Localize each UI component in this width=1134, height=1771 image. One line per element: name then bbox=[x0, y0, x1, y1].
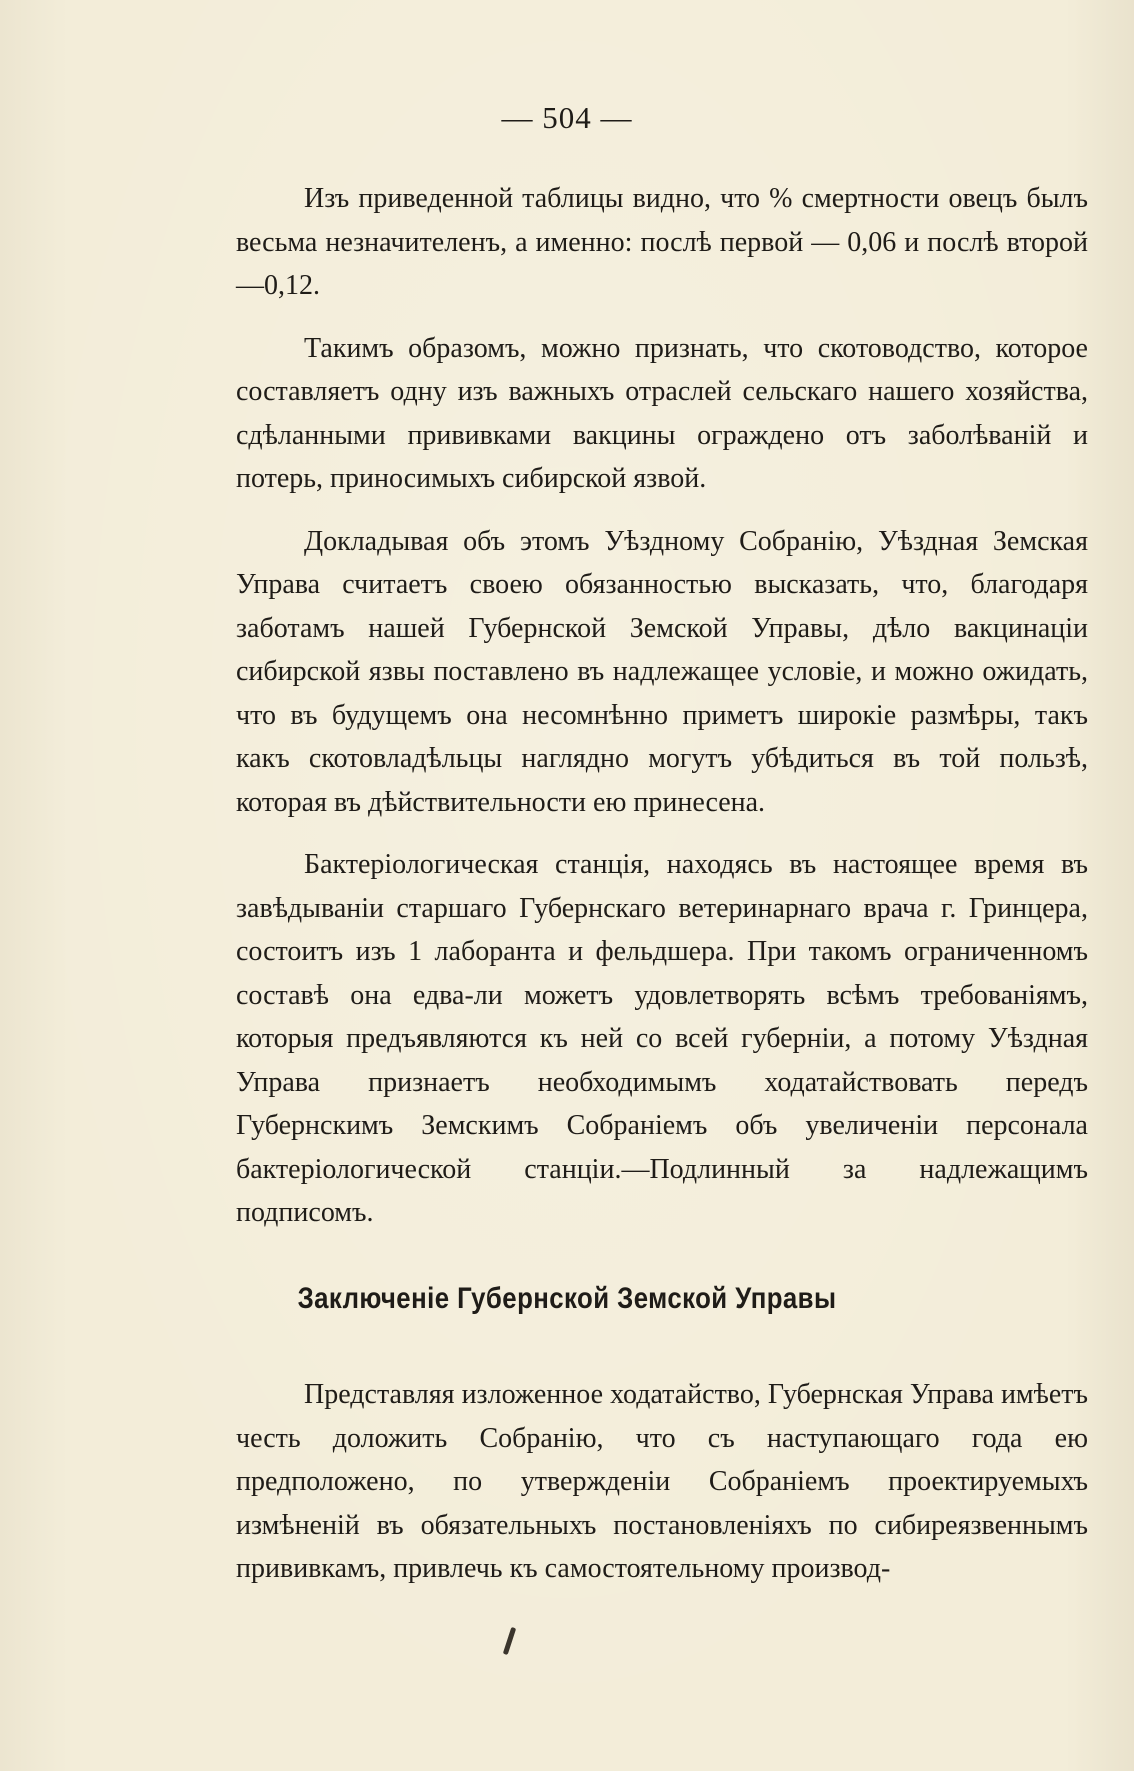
main-text-bottom bbox=[236, 1373, 1088, 1610]
paragraph-conclusion: Представляя изложенное ходатайство, Губернская Управа имѣетъ честь доложить Собранію, что съ наступающаго года ею предположено, по утвержденіи Собраніемъ проектируемыхъ измѣненій въ обязательныхъ постановленіяхъ по сибиреязвеннымъ прививкамъ, привлечь къ самостоятельному производ- bbox=[236, 1379, 1088, 1584]
paragraph-station: Бактеріологическая станція, находясь въ настоящее время въ завѣдываніи старшаго Губернскаго ветеринарнаго врача г. Гринцера, состоитъ изъ 1 лаборанта и фельдшера. При такомъ ограниченномъ составѣ она едва-ли можетъ удовлетворять всѣмъ требованіямъ, которыя предъявляются къ ней со всей губерніи, а потому Уѣздная Управа признаетъ необходимымъ ходатайствовать передъ Губернскимъ Земскимъ Собраніемъ объ увеличеніи персонала бактеріологической станціи.—Подлинный за надлежащимъ подписомъ. bbox=[236, 849, 1088, 1228]
paragraph-livestock: Такимъ образомъ, можно признать, что скотоводство, которое составляетъ одну изъ важныхъ отраслей сельскаго нашего хозяйства, сдѣланными прививками вакцины ограждено отъ заболѣваній и потерь, приносимыхъ сибирской язвой. bbox=[236, 332, 1088, 494]
paragraph-report: Докладывая объ этомъ Уѣздному Собранію, Уѣздная Земская Управа считаетъ своею обязанностью высказать, что, благодаря заботамъ нашей Губернской Земской Управы, дѣло вакцинаціи сибирской язвы поставлено въ надлежащее условіе, и можно ожидать, что въ будущемъ она несомнѣнно приметъ широкіе размѣры, такъ какъ скотовладѣльцы наглядно могутъ убѣдиться въ той пользѣ, которая въ дѣйствительности ею принесена. bbox=[236, 525, 1088, 818]
main-text-top bbox=[236, 177, 1088, 1254]
stray-pen-mark bbox=[503, 1627, 516, 1655]
paragraph-mortality: Изъ приведенной таблицы видно, что % смертности овецъ былъ весьма незначителенъ, а именно: послѣ первой — 0,06 и послѣ второй—0,12. bbox=[236, 183, 1088, 301]
page-number: — 504 — bbox=[501, 100, 633, 135]
section-heading: Заключеніе Губернской Земской Управы bbox=[297, 1282, 837, 1315]
